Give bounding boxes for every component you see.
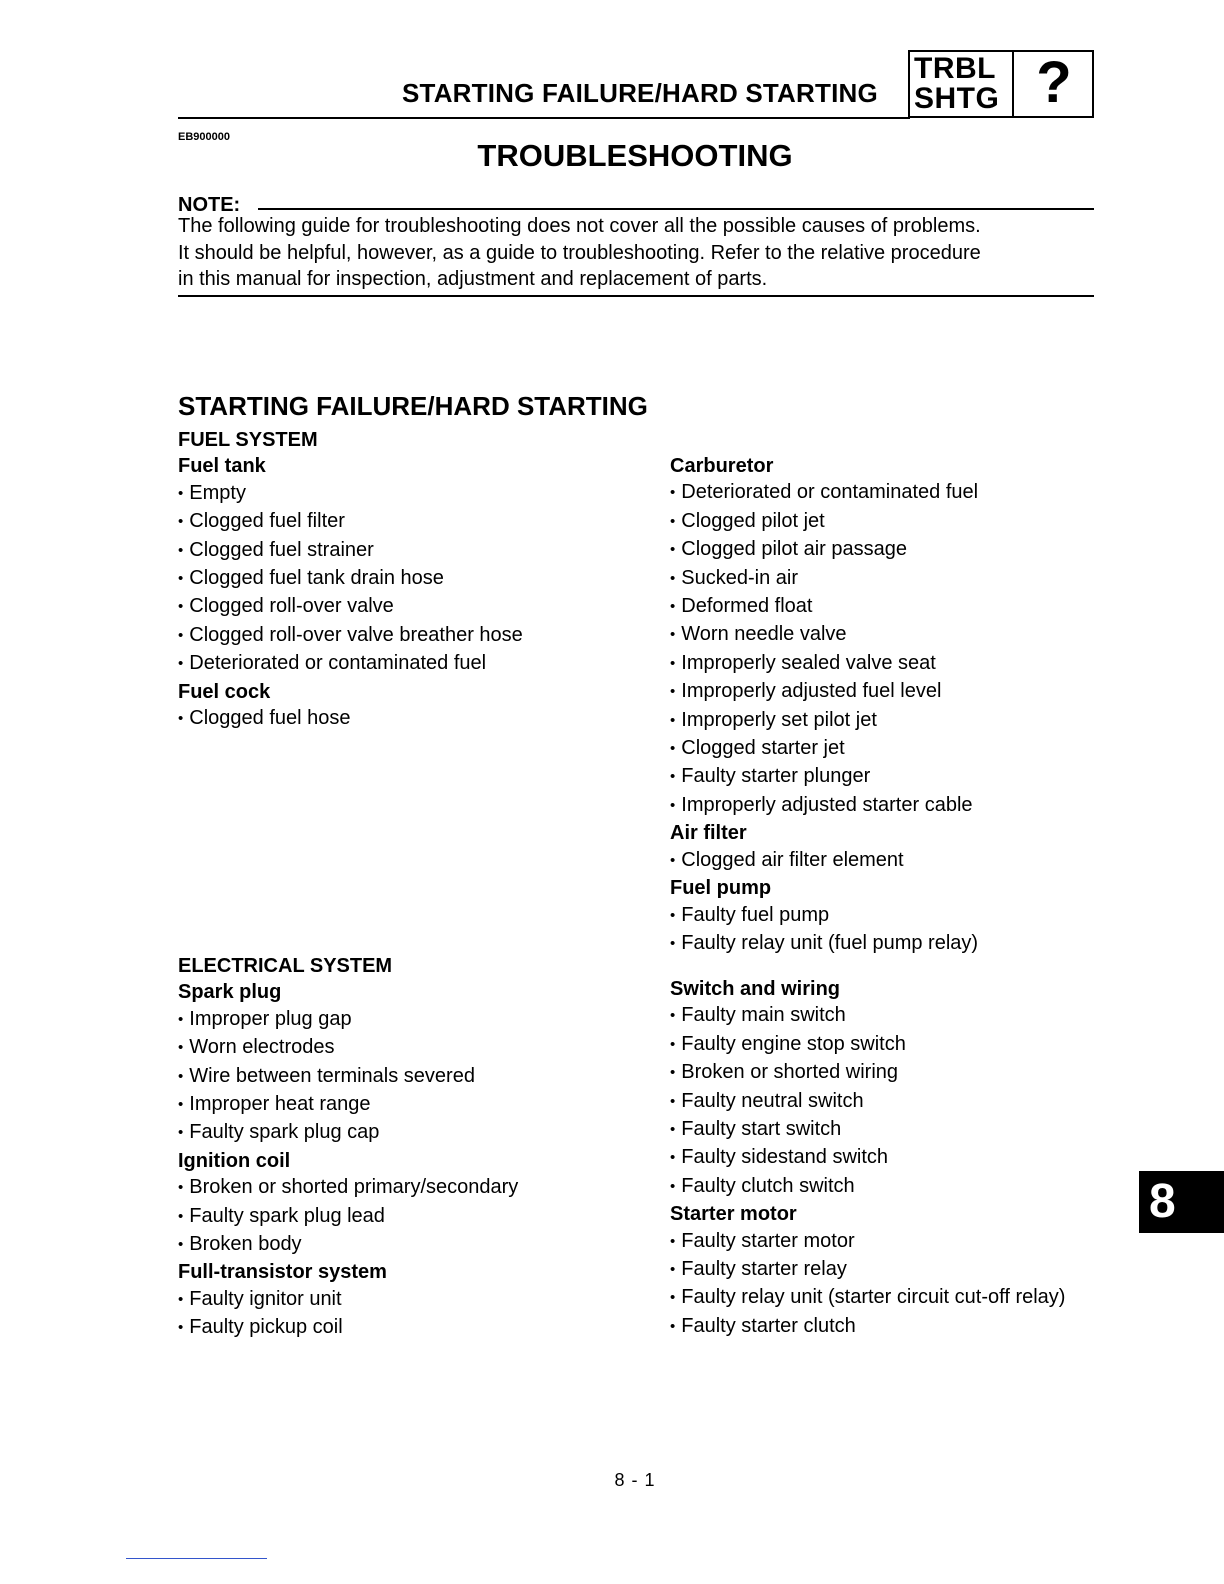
list-item: • Faulty starter clutch — [670, 1313, 1102, 1341]
list-item: • Clogged pilot air passage — [670, 536, 978, 564]
list-item: • Faulty neutral switch — [670, 1088, 1102, 1116]
list-item: • Improper plug gap — [178, 1006, 518, 1034]
list-item: • Faulty start switch — [670, 1116, 1102, 1144]
note-rule-top — [258, 208, 1094, 210]
list-item: • Clogged roll-over valve — [178, 593, 523, 621]
list-item: • Clogged fuel strainer — [178, 537, 523, 565]
badge-divider — [1012, 52, 1014, 116]
list-item: • Faulty starter motor — [670, 1228, 1102, 1256]
header-rule — [178, 117, 910, 119]
note-line: It should be helpful, however, as a guide to troubleshooting. Refer to the relative procedure — [178, 241, 981, 264]
fuel-tank-heading: Fuel tank — [178, 455, 266, 478]
list-item: • Faulty starter plunger — [670, 763, 978, 791]
fuel-system-left-column — [178, 427, 523, 733]
list-item: • Clogged fuel tank drain hose — [178, 565, 523, 593]
note-body — [178, 213, 1098, 293]
list-item: • Worn needle valve — [670, 621, 978, 649]
page-title: TROUBLESHOOTING — [477, 138, 793, 173]
list-item: • Deformed float — [670, 593, 978, 621]
spark-plug-heading: Spark plug — [178, 981, 282, 1004]
list-item: • Improperly adjusted starter cable — [670, 792, 978, 820]
list-item: • Improper heat range — [178, 1091, 518, 1119]
fuel-system-heading: FUEL SYSTEM — [178, 429, 318, 451]
list-item: • Clogged pilot jet — [670, 508, 978, 536]
badge-line2: SHTG — [914, 82, 1000, 115]
list-item: • Faulty relay unit (fuel pump relay) — [670, 930, 978, 958]
electrical-system-heading: ELECTRICAL SYSTEM — [178, 955, 393, 977]
list-item: • Clogged fuel hose — [178, 705, 523, 733]
list-item: • Wire between terminals severed — [178, 1063, 518, 1091]
document-code: EB900000 — [178, 131, 230, 143]
list-item: • Faulty ignitor unit — [178, 1286, 518, 1314]
list-item: • Clogged starter jet — [670, 735, 978, 763]
list-item: • Improperly set pilot jet — [670, 707, 978, 735]
note-line: The following guide for troubleshooting does not cover all the possible causes of problems. — [178, 215, 981, 237]
chapter-tab: 8 — [1139, 1171, 1224, 1233]
list-item: • Faulty main switch — [670, 1002, 1102, 1030]
list-item: • Deteriorated or contaminated fuel — [178, 650, 523, 678]
list-item: • Faulty relay unit (starter circuit cut-off relay) — [670, 1284, 1102, 1312]
air-filter-heading: Air filter — [670, 822, 747, 845]
carburetor-heading: Carburetor — [670, 455, 774, 477]
question-mark-icon: ? — [1036, 50, 1072, 115]
list-item: • Faulty sidestand switch — [670, 1144, 1102, 1172]
electrical-system-left-column — [178, 953, 518, 1343]
list-item: • Empty — [178, 480, 523, 508]
list-item: • Faulty spark plug lead — [178, 1203, 518, 1231]
fuel-cock-heading: Fuel cock — [178, 680, 271, 703]
list-item: • Faulty engine stop switch — [670, 1031, 1102, 1059]
footer-line — [126, 1558, 267, 1559]
list-item: • Faulty fuel pump — [670, 902, 978, 930]
list-item: • Improperly sealed valve seat — [670, 650, 978, 678]
note-rule-bottom — [178, 295, 1094, 297]
badge-line1: TRBL — [914, 52, 996, 85]
list-item: • Clogged fuel filter — [178, 508, 523, 536]
starter-motor-heading: Starter motor — [670, 1203, 797, 1226]
list-item: • Clogged air filter element — [670, 847, 978, 875]
list-item: • Deteriorated or contaminated fuel — [670, 479, 978, 507]
electrical-system-right-column — [670, 976, 1102, 1341]
fuel-pump-heading: Fuel pump — [670, 877, 772, 900]
fuel-system-right-column — [670, 453, 978, 958]
list-item: • Sucked-in air — [670, 565, 978, 593]
note-line: in this manual for inspection, adjustment and replacement of parts. — [178, 268, 768, 290]
list-item: • Faulty starter relay — [670, 1256, 1102, 1284]
troubleshooting-badge — [908, 50, 1094, 118]
section-title: STARTING FAILURE/HARD STARTING — [178, 391, 648, 421]
badge-text — [914, 54, 1010, 114]
list-item: • Worn electrodes — [178, 1034, 518, 1062]
full-transistor-heading: Full-transistor system — [178, 1261, 387, 1284]
list-item: • Faulty clutch switch — [670, 1173, 1102, 1201]
list-item: • Faulty pickup coil — [178, 1314, 518, 1342]
list-item: • Broken body — [178, 1231, 518, 1259]
list-item: • Broken or shorted primary/secondary — [178, 1174, 518, 1202]
switch-wiring-heading: Switch and wiring — [670, 978, 841, 1000]
list-item: • Clogged roll-over valve breather hose — [178, 622, 523, 650]
header-title: STARTING FAILURE/HARD STARTING — [402, 78, 878, 108]
ignition-coil-heading: Ignition coil — [178, 1149, 291, 1172]
list-item: • Improperly adjusted fuel level — [670, 678, 978, 706]
note-label: NOTE: — [178, 194, 241, 216]
page-number: 8 - 1 — [614, 1470, 656, 1490]
list-item: • Broken or shorted wiring — [670, 1059, 1102, 1087]
list-item: • Faulty spark plug cap — [178, 1119, 518, 1147]
